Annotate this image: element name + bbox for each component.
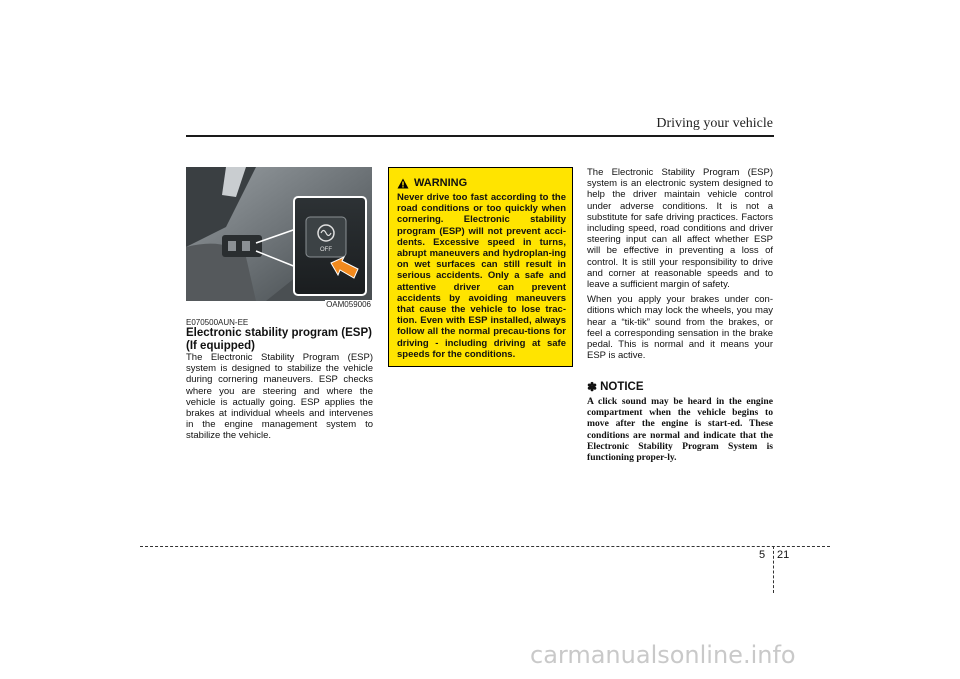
section-heading: Electronic stability program (ESP) (If equipped) <box>186 327 372 352</box>
esp-intro-column <box>186 352 373 442</box>
esp-intro-paragraph: The Electronic Stability Program (ESP) system is designed to stabilize the vehicle during cornering maneuvers. ESP checks where you are steering and where the vehicle is actually going. ESP applies the brakes at individual wheels and intervenes in the engine management system to stabilize the vehicle. <box>186 352 373 442</box>
page-header-title: Driving your vehicle <box>656 116 773 131</box>
notice-star-icon: ✽ <box>587 380 598 394</box>
section-code: E070500AUN-EE <box>186 318 249 327</box>
warning-title-row <box>397 177 467 189</box>
watermark: carmanualsonline.info <box>530 641 796 669</box>
figure-caption: OAM059006 <box>326 300 371 309</box>
chapter-number: 5 <box>759 549 766 561</box>
notice-title: NOTICE <box>600 381 644 393</box>
notice-text: A click sound may be heard in the engine compartment when the vehicle begins to move after the engine is start-ed. These conditions are normal and indicate that the Electronic Stability Program System is functioning proper-ly. <box>587 396 773 464</box>
notice-header <box>587 380 644 394</box>
esp-off-label: OFF <box>320 247 332 253</box>
page-number: 21 <box>777 549 790 561</box>
footer-divider <box>773 546 774 593</box>
warning-triangle-icon <box>397 178 409 189</box>
warning-box <box>388 167 573 367</box>
esp-description-paragraph-2: When you apply your brakes under con-ditions which may lock the wheels, you may hear a “tik-tik” sound from the brakes, or feel a corresponding sensation in the brake pedal. This is normal and it means your ESP is active. <box>587 294 773 362</box>
warning-text: Never drive too fast according to the road conditions or too quickly when cornering. Electronic stability program (ESP) will not prevent acci-dents. Excessive speed in turns, abrupt maneuvers and hydroplan-ing on wet surfaces can still result in serious accidents. Only a safe and attentive driver can prevent accidents by avoiding maneuvers that cause the vehicle to lose trac-tion. Even with ESP installed, always follow all the normal precau-tions for driving - including driving at safe speeds for the conditions. <box>397 192 566 360</box>
esp-description-column <box>587 167 773 361</box>
warning-title: WARNING <box>414 177 468 189</box>
esp-switch-illustration <box>186 167 372 301</box>
footer-rule <box>140 546 830 547</box>
header-rule <box>186 135 774 137</box>
esp-description-paragraph-1: The Electronic Stability Program (ESP) system is an electronic system designed to help the driver maintain vehicle control under adverse conditions. It is not a substitute for safe driving practices. Factors including speed, road conditions and driver steering input can all affect whether ESP will be effective in preventing a loss of control. It is still your responsibility to drive and corner at reasonable speeds and to leave a sufficient margin of safety. <box>587 167 773 291</box>
esp-switch-figure <box>186 167 372 301</box>
